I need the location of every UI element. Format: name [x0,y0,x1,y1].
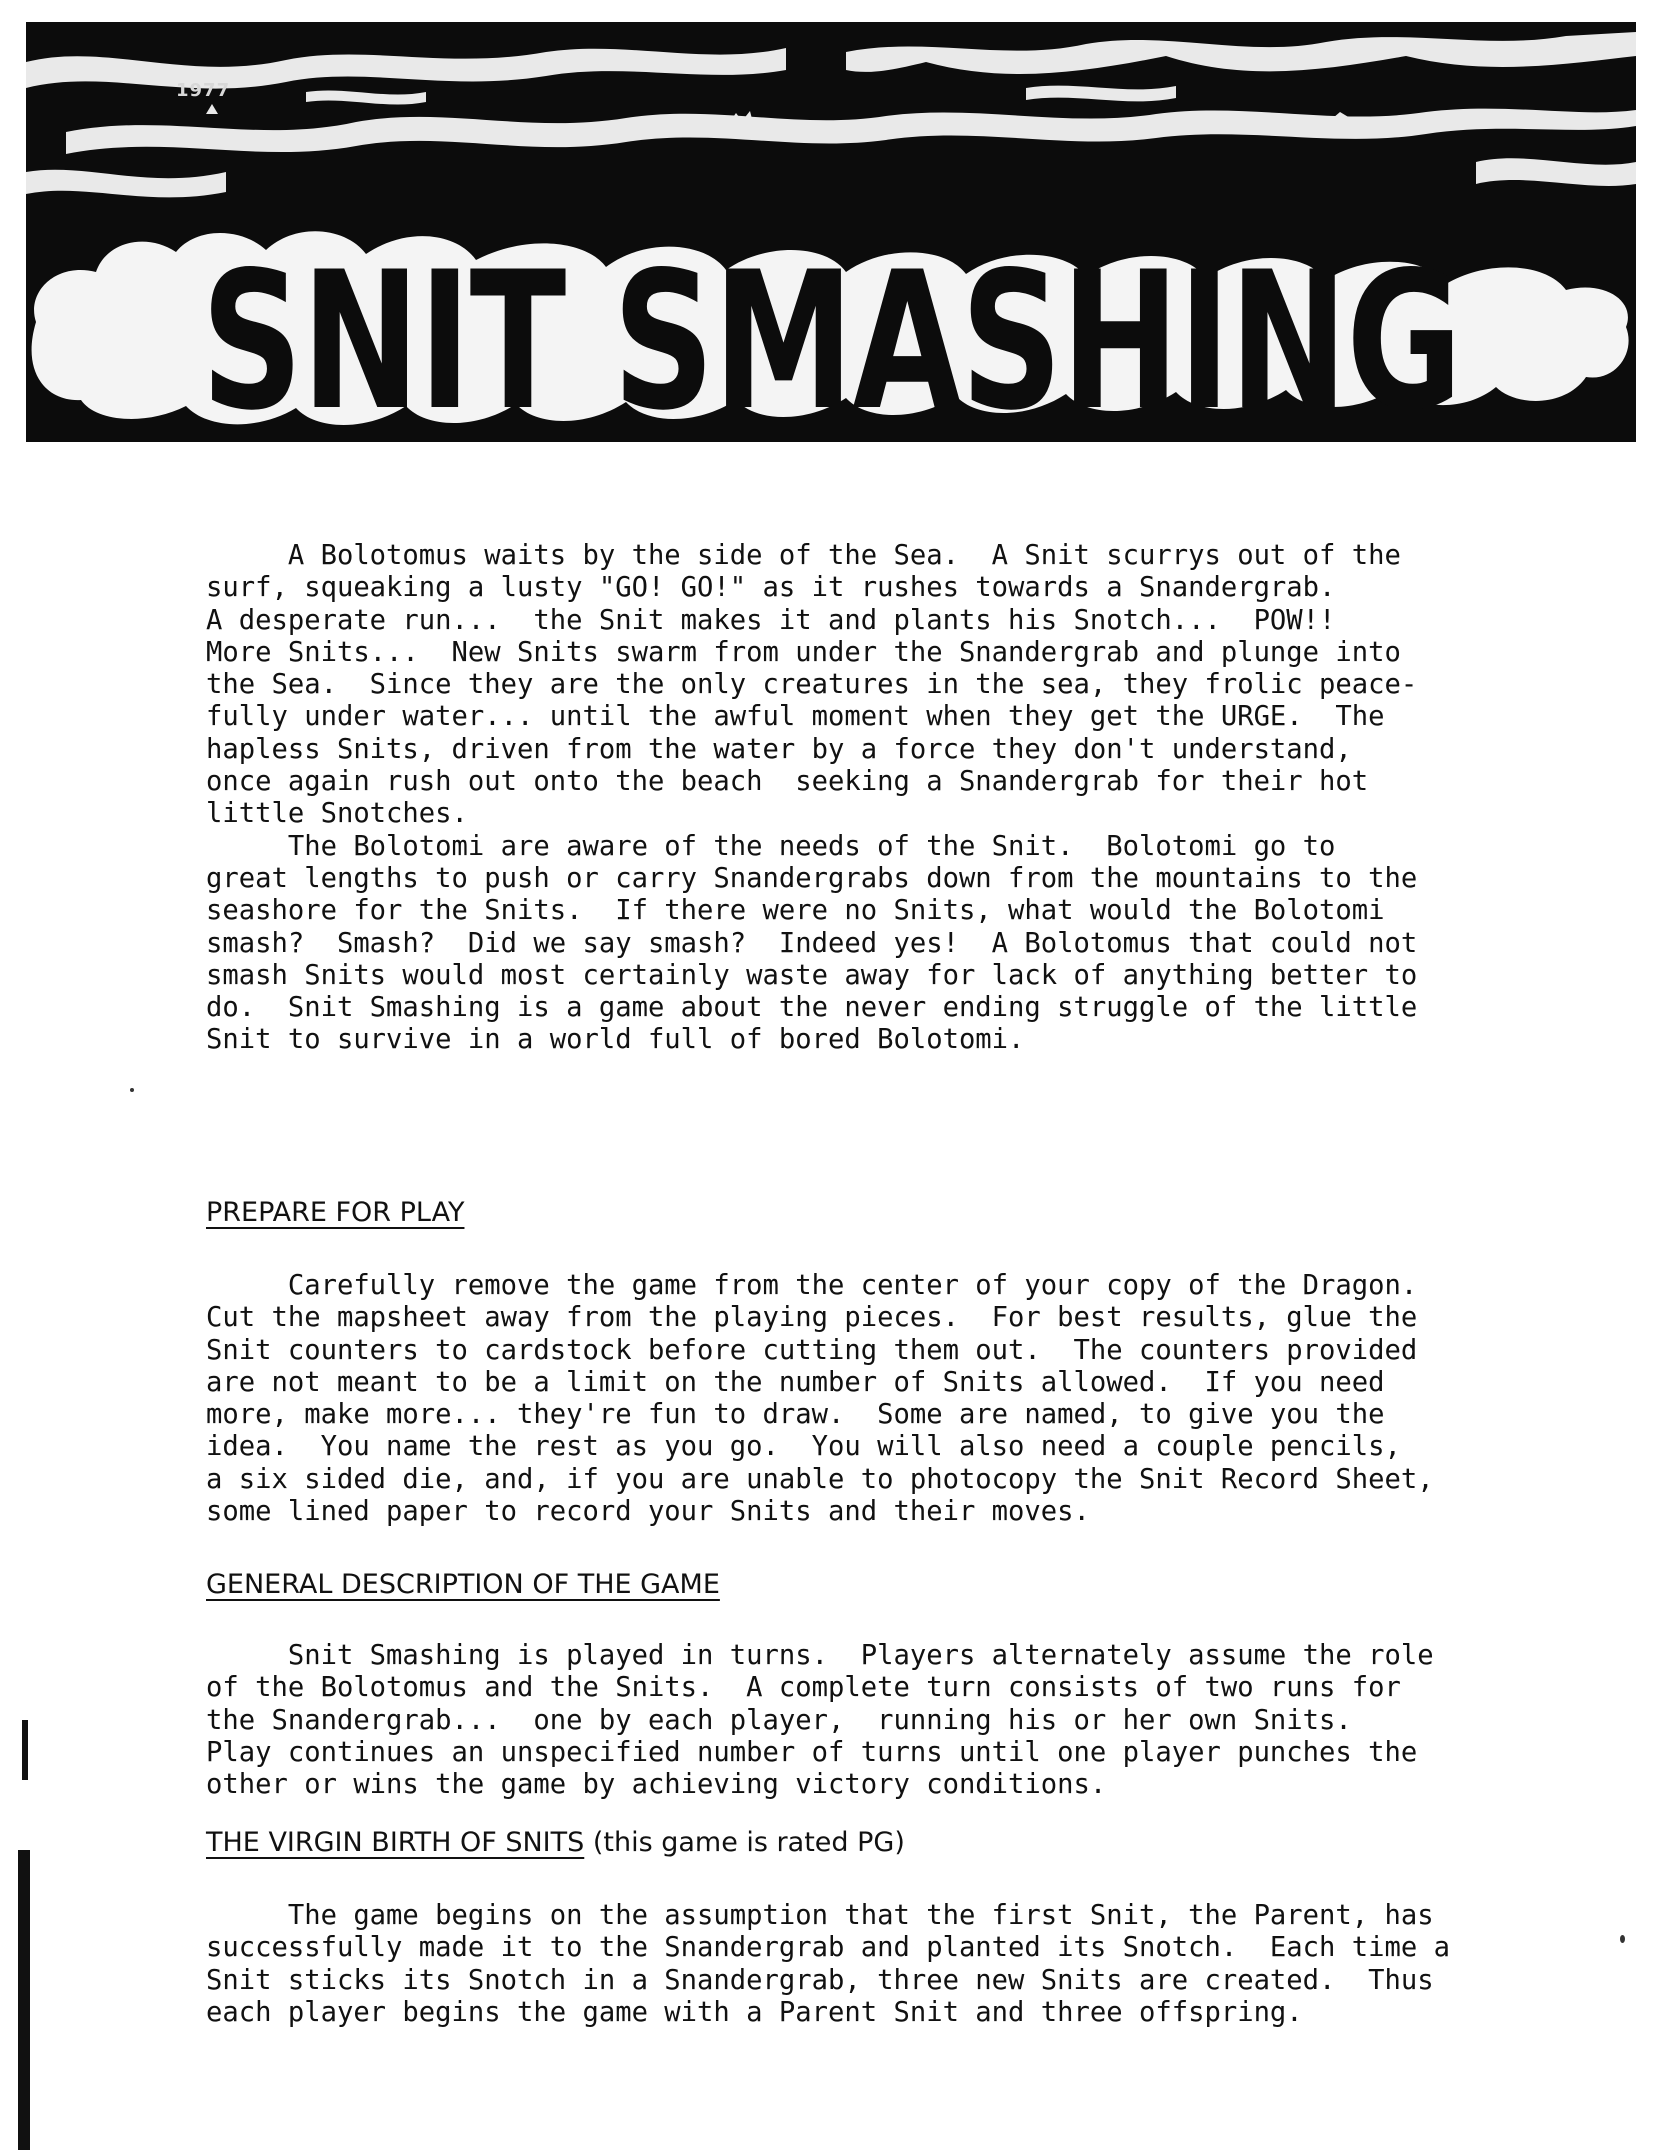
intro-line: The Bolotomi are aware of the needs of the Snit. Bolotomi go to [206,830,1336,862]
banner-year: 1977 [176,80,231,101]
section-line: the Snandergrab... one by each player, running his or her own Snits. [206,1704,1352,1736]
section-line: Cut the mapsheet away from the playing pieces. For best results, glue the [206,1302,1418,1334]
scan-speck [130,1088,134,1092]
intro-line: smash? Smash? Did we say smash? Indeed yes! A Bolotomus that could not [206,927,1418,959]
section-heading-text: GENERAL DESCRIPTION OF THE GAME [206,1569,720,1600]
section-line: Snit counters to cardstock before cutting them out. The counters provided [206,1334,1418,1366]
section-line: other or wins the game by achieving victory conditions. [206,1769,1107,1801]
section-line: Snit sticks its Snotch in a Snandergrab, three new Snits are created. Thus [206,1964,1434,1996]
intro-line: do. Snit Smashing is a game about the never ending struggle of the little [206,992,1418,1024]
section-line: a six sided die, and, if you are unable to photocopy the Snit Record Sheet, [206,1463,1434,1495]
section-body [206,1270,1476,1528]
section-line: Carefully remove the game from the center of your copy of the Dragon. [206,1270,1418,1301]
section-heading-text: THE VIRGIN BIRTH OF SNITS [206,1827,585,1858]
intro-line: smash Snits would most certainly waste away for lack of anything better to [206,959,1418,991]
intro-line: A desperate run... the Snit makes it and plants his Snotch... POW!! [206,604,1336,636]
intro-line: More Snits... New Snits swarm from under the Snandergrab and plunge into [206,636,1401,668]
section-line: Play continues an unspecified number of turns until one player punches the [206,1736,1418,1768]
section-heading-text: PREPARE FOR PLAY [206,1197,465,1228]
intro-line: little Snotches. [206,798,468,830]
section-line: some lined paper to record your Snits and their moves. [206,1496,1090,1528]
section-line: each player begins the game with a Parent Snit and three offspring. [206,1996,1303,2028]
section-line: of the Bolotomus and the Snits. A complete turn consists of two runs for [206,1672,1401,1704]
section-line: idea. You name the rest as you go. You will also need a couple pencils, [206,1431,1401,1463]
section-heading [206,1196,464,1230]
section-line: The game begins on the assumption that the first Snit, the Parent, has [206,1900,1434,1931]
intro-line: surf, squeaking a lusty "GO! GO!" as it rushes towards a Snandergrab. [206,572,1336,604]
intro-line: once again rush out onto the beach seeking a Snandergrab for their hot [206,766,1369,798]
scan-edge-mark [22,1720,28,1780]
section-body [206,1640,1476,1801]
section-heading [206,1826,905,1860]
intro-line: the Sea. Since they are the only creatures in the sea, they frolic peace- [206,669,1418,701]
intro-line: hapless Snits, driven from the water by a force they don't understand, [206,733,1352,765]
scan-edge-mark [18,1850,30,2150]
scan-speck [1620,1935,1625,1943]
section-heading [206,1568,720,1602]
intro-line: seashore for the Snits. If there were no Snits, what would the Bolotomi [206,895,1385,927]
section-line: successfully made it to the Snandergrab and planted its Snotch. Each time a [206,1932,1450,1964]
intro-text [206,540,1476,1057]
title-banner [26,22,1636,442]
section-body [206,1900,1476,2029]
intro-line: fully under water... until the awful moment when they get the URGE. The [206,701,1385,733]
banner-title-lettering: SNIT SMASHING [201,231,1461,442]
section-line: Snit Smashing is played in turns. Players alternately assume the role [206,1640,1434,1671]
intro-line: Snit to survive in a world full of bored Bolotomi. [206,1024,1025,1056]
section-heading-note: (this game is rated PG) [584,1827,905,1858]
intro-line: great lengths to push or carry Snandergrabs down from the mountains to the [206,862,1418,894]
section-line: more, make more... they're fun to draw. Some are named, to give you the [206,1399,1385,1431]
intro-line: A Bolotomus waits by the side of the Sea. A Snit scurrys out of the [206,540,1401,571]
banner-artwork [26,22,1636,442]
section-line: are not meant to be a limit on the number of Snits allowed. If you need [206,1366,1385,1398]
